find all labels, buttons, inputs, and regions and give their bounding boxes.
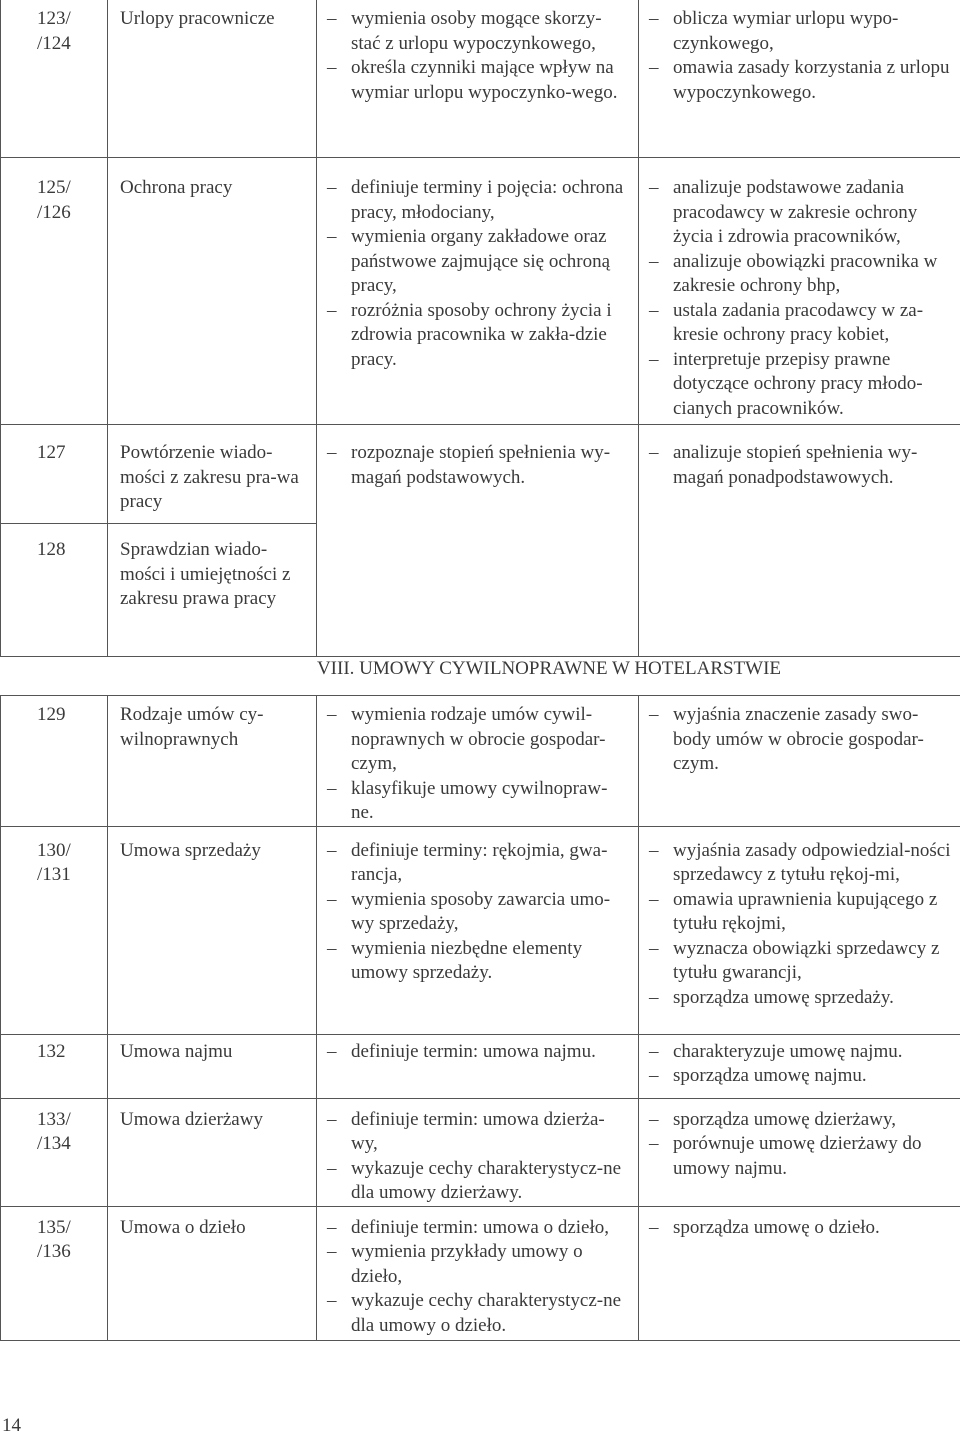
basic-requirements [317, 696, 639, 827]
list-item: – rozpoznaje stopień spełnienia wy-magań podstawowych. [327, 441, 630, 490]
table-row [1, 1098, 960, 1206]
list-item: – klasyfikuje umowy cywilnopraw-ne. [327, 777, 630, 826]
basic-requirements [317, 425, 639, 657]
list-item: – sporządza umowę o dzieło. [649, 1216, 955, 1241]
lesson-number: 127 [1, 425, 108, 524]
lesson-number: 133/ /134 [1, 1098, 108, 1206]
list-item: – wymienia sposoby zawarcia umo-wy sprzedaży, [327, 888, 630, 937]
lesson-number: 123/ /124 [1, 0, 108, 158]
list-item: – definiuje terminy i pojęcia: ochrona pracy, młodociany, [327, 176, 630, 225]
advanced-requirements [639, 1206, 960, 1340]
list-item: – porównuje umowę dzierżawy do umowy najmu. [649, 1132, 955, 1181]
list-item: – analizuje stopień spełnienia wy-magań ponadpodstawowych. [649, 441, 955, 490]
list-item: – analizuje podstawowe zadania pracodawcy w zakresie ochrony życia i zdrowia pracowników, [649, 176, 955, 250]
list-item: – wyznacza obowiązki sprzedawcy z tytułu gwarancji, [649, 937, 955, 986]
advanced-requirements [639, 0, 960, 158]
topic: Urlopy pracownicze [108, 0, 317, 158]
advanced-requirements [639, 1098, 960, 1206]
table-row [1, 425, 960, 524]
topic: Rodzaje umów cy-wilnoprawnych [108, 696, 317, 827]
list-item: – omawia zasady korzystania z urlopu wypoczynkowego. [649, 56, 955, 105]
list-item: – wyjaśnia zasady odpowiedzial-ności sprzedawcy z tytułu rękoj-mi, [649, 839, 955, 888]
list-item: – definiuje termin: umowa dzierża-wy, [327, 1108, 630, 1157]
list-item: – definiuje termin: umowa o dzieło, [327, 1216, 630, 1241]
advanced-requirements [639, 826, 960, 1034]
section-row [1, 657, 960, 696]
lesson-number: 128 [1, 524, 108, 657]
list-item: – oblicza wymiar urlopu wypo-czynkowego, [649, 7, 955, 56]
list-item: – wymienia organy zakładowe oraz państwowe zajmujące się ochroną pracy, [327, 225, 630, 299]
topic: Umowa dzierżawy [108, 1098, 317, 1206]
table-row [1, 1206, 960, 1340]
list-item: – definiuje terminy: rękojmia, gwa-rancja, [327, 839, 630, 888]
list-item: – ustala zadania pracodawcy w za-kresie ochrony pracy kobiet, [649, 299, 955, 348]
table-row [1, 826, 960, 1034]
basic-requirements [317, 826, 639, 1034]
basic-requirements [317, 1034, 639, 1098]
list-item: – wymienia osoby mogące skorzy-stać z urlopu wypoczynkowego, [327, 7, 630, 56]
advanced-requirements [639, 425, 960, 657]
list-item: – analizuje obowiązki pracownika w zakresie ochrony bhp, [649, 250, 955, 299]
basic-requirements [317, 158, 639, 425]
topic: Umowa o dzieło [108, 1206, 317, 1340]
list-item: – omawia uprawnienia kupującego z tytułu rękojmi, [649, 888, 955, 937]
list-item: – charakteryzuje umowę najmu. [649, 1040, 955, 1065]
list-item: – sporządza umowę sprzedaży. [649, 986, 955, 1011]
lesson-number: 132 [1, 1034, 108, 1098]
table-row [1, 0, 960, 158]
list-item: – wykazuje cechy charakterystycz-ne dla umowy dzierżawy. [327, 1157, 630, 1206]
list-item: – definiuje termin: umowa najmu. [327, 1040, 630, 1065]
advanced-requirements [639, 158, 960, 425]
lesson-number: 129 [1, 696, 108, 827]
lesson-number: 125/ /126 [1, 158, 108, 425]
lesson-number: 130/ /131 [1, 826, 108, 1034]
topic: Sprawdzian wiado-mości i umiejętności z zakresu prawa pracy [108, 524, 317, 657]
table-row [1, 158, 960, 425]
list-item: – wymienia rodzaje umów cywil-noprawnych w obrocie gospodar-czym, [327, 703, 630, 777]
list-item: – interpretuje przepisy prawne dotyczące ochrony pracy młodo-cianych pracowników. [649, 348, 955, 422]
page-number: 14 [2, 1415, 21, 1436]
topic: Ochrona pracy [108, 158, 317, 425]
advanced-requirements [639, 1034, 960, 1098]
list-item: – sporządza umowę najmu. [649, 1064, 955, 1089]
list-item: – wymienia przykłady umowy o dzieło, [327, 1240, 630, 1289]
list-item: – rozróżnia sposoby ochrony życia i zdrowia pracownika w zakła-dzie pracy. [327, 299, 630, 373]
list-item: – sporządza umowę dzierżawy, [649, 1108, 955, 1133]
topic: Umowa sprzedaży [108, 826, 317, 1034]
basic-requirements [317, 1098, 639, 1206]
topic: Powtórzenie wiado-mości z zakresu pra-wa pracy [108, 425, 317, 524]
list-item: – wymienia niezbędne elementy umowy sprzedaży. [327, 937, 630, 986]
list-item: – wykazuje cechy charakterystycz-ne dla umowy o dzieło. [327, 1289, 630, 1338]
advanced-requirements [639, 696, 960, 827]
lesson-number: 135/ /136 [1, 1206, 108, 1340]
table-row [1, 696, 960, 827]
basic-requirements [317, 1206, 639, 1340]
list-item: – określa czynniki mające wpływ na wymiar urlopu wypoczynko-wego. [327, 56, 630, 105]
topic: Umowa najmu [108, 1034, 317, 1098]
list-item: – wyjaśnia znaczenie zasady swo-body umów w obrocie gospodar-czym. [649, 703, 955, 777]
section-title: VIII. UMOWY CYWILNOPRAWNE W HOTELARSTWIE [1, 657, 960, 696]
basic-requirements [317, 0, 639, 158]
table-row [1, 1034, 960, 1098]
